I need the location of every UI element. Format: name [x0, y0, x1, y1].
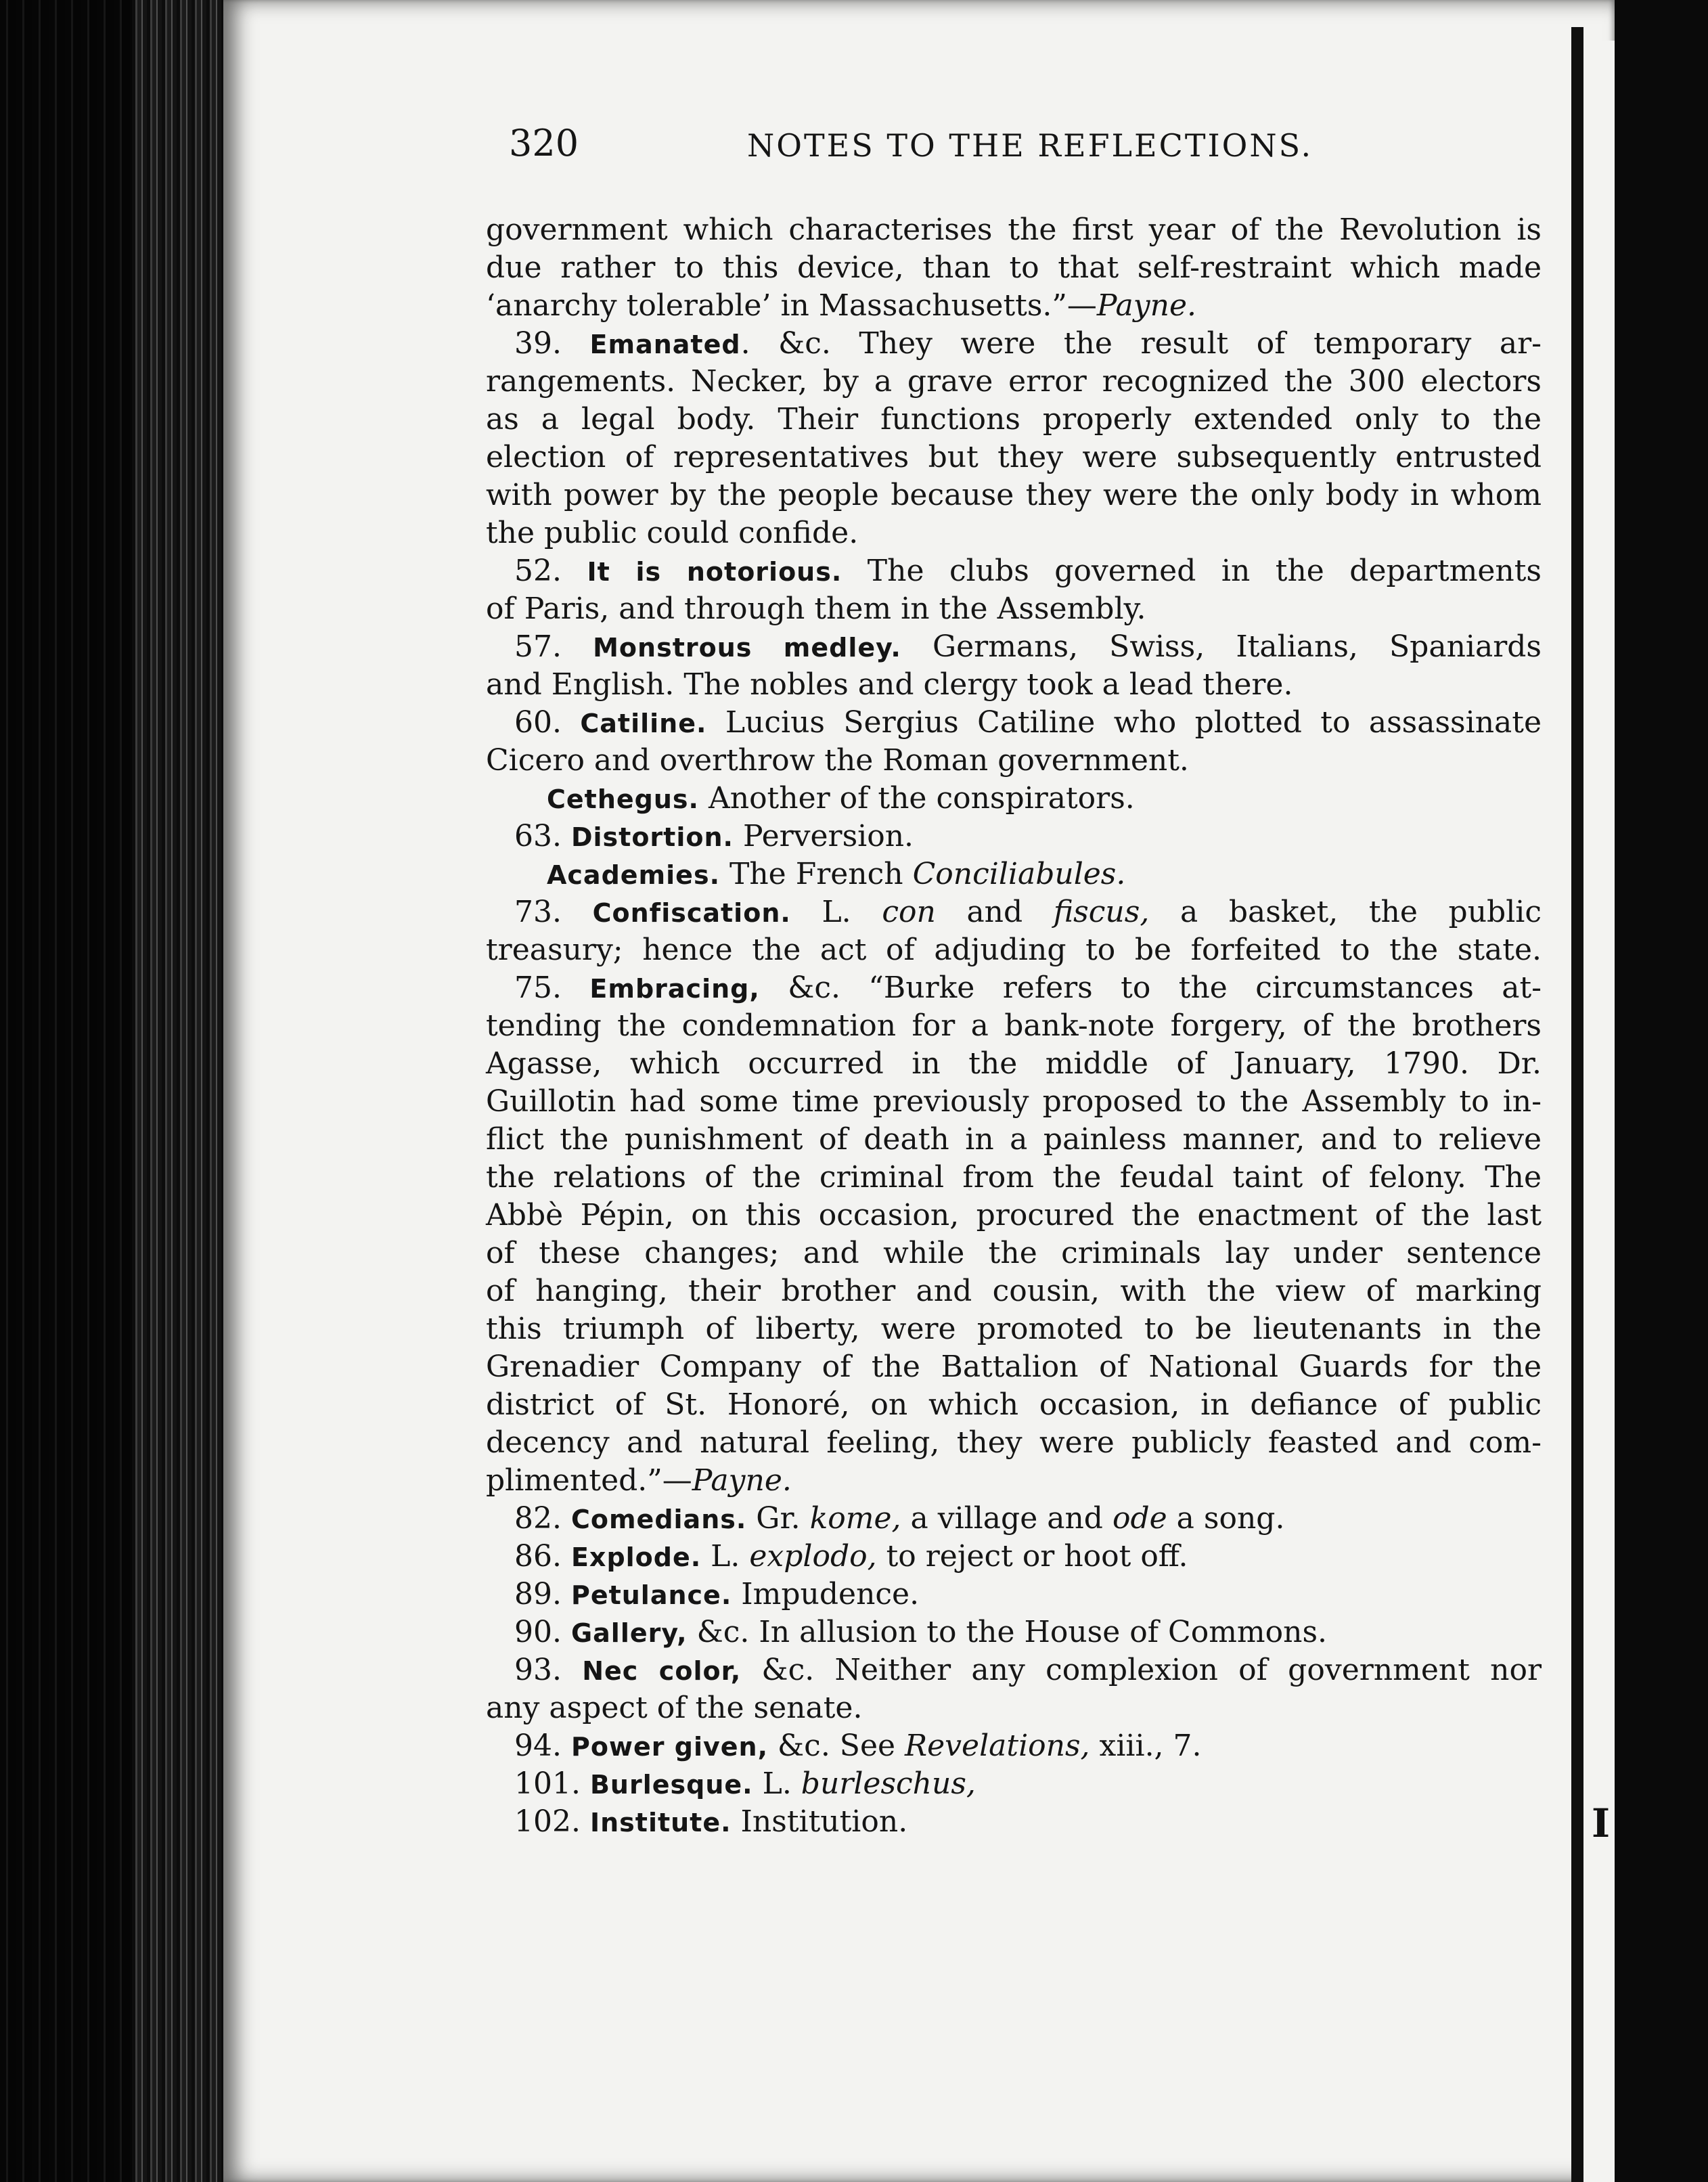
text-segment: 73. [514, 895, 593, 929]
note-headword: Nec color, [582, 1656, 742, 1686]
text-segment: Guillotin had some time previously proposed to the Assembly to in- [486, 1084, 1542, 1119]
note-headword: Gallery, [570, 1618, 688, 1648]
text-segment: Lucius Sergius Catiline who plotted to assassinate [706, 705, 1542, 740]
text-segment: tending the condemnation for a bank-note forgery, of the brothers [486, 1008, 1542, 1043]
text-line [486, 1424, 1542, 1462]
note-headword: Academies. [547, 860, 720, 890]
text-segment: 102. [514, 1804, 590, 1839]
text-segment: The clubs governed in the departments [842, 554, 1542, 588]
text-segment: ‘anarchy tolerable’ in Massachusetts.”— [486, 288, 1097, 323]
next-page-sliver [1583, 41, 1615, 2182]
text-segment: Abbè Pépin, on this occasion, procured the enactment of the last [486, 1198, 1542, 1232]
text-segment: L. [752, 1766, 801, 1801]
note-headword: Explode. [570, 1542, 702, 1572]
text-segment: &c. Neither any complexion of government nor [741, 1653, 1542, 1687]
text-segment: . &c. They were the result of temporary ar- [740, 326, 1542, 361]
text-segment: with power by the people because they were the only body in whom [486, 478, 1542, 512]
text-segment: xiii., 7. [1089, 1729, 1202, 1763]
text-segment: Grenadier Company of the Battalion of National Guards for the [486, 1350, 1542, 1384]
book-spine [132, 0, 233, 2182]
text-segment: 60. [514, 705, 581, 740]
text-segment: 57. [514, 629, 593, 664]
text-segment: 39. [514, 326, 590, 361]
text-line [486, 1197, 1542, 1234]
text-line [486, 1576, 1542, 1613]
text-line [486, 666, 1542, 704]
text-segment: and [935, 895, 1054, 929]
text-line [486, 401, 1542, 439]
text-segment: Institution. [731, 1804, 908, 1839]
text-segment: district of St. Honoré, on which occasion, in defiance of public [486, 1387, 1542, 1422]
text-segment: Perversion. [733, 819, 914, 853]
text-segment: as a legal body. Their functions properly extended only to the [486, 402, 1542, 437]
text-line [486, 1538, 1542, 1576]
text-segment: 93. [514, 1653, 583, 1687]
text-line [486, 704, 1542, 742]
note-headword: Comedians. [570, 1505, 747, 1534]
text-line [486, 1727, 1542, 1765]
text-line [486, 1045, 1542, 1083]
text-segment: 86. [514, 1539, 571, 1574]
text-segment: election of representatives but they were subsequently entrusted [486, 440, 1542, 474]
note-headword: Power given, [570, 1732, 769, 1762]
text-segment: 94. [514, 1729, 571, 1763]
italic-text: fiscus, [1053, 895, 1150, 929]
italic-text: Conciliabules. [912, 857, 1126, 891]
italic-text: kome, [809, 1501, 901, 1536]
text-segment: rangements. Necker, by a grave error recognized the 300 electors [486, 364, 1542, 399]
text-segment: plimented.”— [486, 1463, 692, 1498]
text-line [486, 439, 1542, 476]
text-segment: 90. [514, 1615, 571, 1649]
text-line [486, 893, 1542, 931]
text-line [486, 1121, 1542, 1159]
text-segment: &c. “Burke refers to the circumstances at- [759, 971, 1542, 1005]
text-line [486, 780, 1542, 818]
text-line [486, 1689, 1542, 1727]
text-segment: L. [701, 1539, 750, 1574]
text-segment: of hanging, their brother and cousin, with the view of marking [486, 1274, 1542, 1308]
italic-text: con [882, 895, 936, 929]
text-line [486, 1765, 1542, 1803]
text-segment: a village and [901, 1501, 1113, 1536]
text-segment: a song. [1167, 1501, 1285, 1536]
note-headword: Cethegus. [547, 784, 699, 814]
text-segment: a basket, the public [1149, 895, 1542, 929]
text-line [486, 1234, 1542, 1272]
text-segment: 52. [514, 554, 587, 588]
text-line [486, 1386, 1542, 1424]
text-line [486, 855, 1542, 893]
text-segment: Cicero and overthrow the Roman government. [486, 743, 1189, 778]
text-segment: this triumph of liberty, were promoted to be lieutenants in the [486, 1312, 1542, 1346]
text-segment: Germans, Swiss, Italians, Spaniards [901, 629, 1542, 664]
note-headword: Catiline. [580, 709, 707, 738]
text-line [486, 1803, 1542, 1841]
text-line [486, 818, 1542, 855]
text-line [486, 476, 1542, 514]
text-line [486, 1500, 1542, 1538]
text-segment: Impudence. [732, 1577, 920, 1611]
scan-left-border [0, 0, 142, 2182]
text-segment: decency and natural feeling, they were publicly feasted and com- [486, 1425, 1542, 1460]
text-segment: to reject or hoot off. [876, 1539, 1188, 1574]
text-line [486, 1083, 1542, 1121]
text-segment: &c. See [768, 1729, 905, 1763]
text-line [486, 1651, 1542, 1689]
text-line [486, 1272, 1542, 1310]
text-segment: 82. [514, 1501, 571, 1536]
text-segment: 75. [514, 971, 590, 1005]
text-line [486, 1462, 1542, 1500]
note-headword: Embracing, [589, 974, 760, 1004]
notes-body [486, 211, 1542, 1841]
note-headword: It is notorious. [587, 557, 842, 587]
italic-text: Payne. [1096, 288, 1196, 323]
text-segment: of Paris, and through them in the Assembly. [486, 592, 1146, 626]
text-segment: the relations of the criminal from the feudal taint of felony. The [486, 1160, 1542, 1195]
text-segment: due rather to this device, than to that self-restraint which made [486, 250, 1542, 285]
text-line [486, 969, 1542, 1007]
text-segment: 101. [514, 1766, 590, 1801]
text-line [486, 590, 1542, 628]
note-headword: Monstrous medley. [593, 633, 901, 663]
text-segment: Another of the conspirators. [698, 781, 1135, 816]
text-segment: Agasse, which occurred in the middle of January, 1790. Dr. [486, 1046, 1542, 1081]
running-title: NOTES TO THE REFLECTIONS. [747, 127, 1313, 164]
text-segment: 89. [514, 1577, 571, 1611]
text-line [486, 287, 1542, 325]
text-segment: &c. In allusion to the House of Commons. [687, 1615, 1328, 1649]
scan-right-border [1615, 0, 1708, 2182]
note-headword: Distortion. [570, 822, 734, 852]
text-line [486, 628, 1542, 666]
note-headword: Confiscation. [592, 898, 791, 928]
text-line [486, 363, 1542, 401]
text-segment: any aspect of the senate. [486, 1691, 863, 1725]
italic-text: Revelations, [905, 1729, 1090, 1763]
running-head [509, 122, 1313, 176]
italic-text: burleschus, [801, 1766, 976, 1801]
text-line [486, 1613, 1542, 1651]
text-line [486, 325, 1542, 363]
note-headword: Institute. [589, 1808, 732, 1838]
text-line [486, 931, 1542, 969]
text-segment: Gr. [746, 1501, 810, 1536]
text-segment: flict the punishment of death in a painless manner, and to relieve [486, 1122, 1542, 1157]
note-headword: Petulance. [570, 1580, 732, 1610]
italic-text: explodo, [749, 1539, 877, 1574]
note-headword: Emanated [589, 330, 741, 359]
text-segment: L. [790, 895, 882, 929]
text-line [486, 1310, 1542, 1348]
italic-text: ode [1112, 1501, 1167, 1536]
text-segment: and English. The nobles and clergy took a lead there. [486, 667, 1293, 702]
text-line [486, 514, 1542, 552]
note-headword: Burlesque. [589, 1770, 753, 1800]
text-segment: The French [720, 857, 913, 891]
text-line [486, 1348, 1542, 1386]
text-segment: the public could confide. [486, 516, 859, 550]
page-number: 320 [509, 122, 579, 164]
next-page-fragment: I [1592, 1800, 1611, 1846]
text-segment: 63. [514, 819, 571, 853]
text-segment: government which characterises the first year of the Revolution is [486, 213, 1542, 247]
text-line [486, 552, 1542, 590]
text-line [486, 1007, 1542, 1045]
text-line [486, 249, 1542, 287]
text-segment: of these changes; and while the criminals lay under sentence [486, 1236, 1542, 1270]
text-line [486, 1159, 1542, 1197]
page-edge-line [1571, 27, 1583, 2182]
text-segment: treasury; hence the act of adjuding to be forfeited to the state. [486, 933, 1542, 967]
italic-text: Payne. [692, 1463, 792, 1498]
text-line [486, 742, 1542, 780]
text-line [486, 211, 1542, 249]
